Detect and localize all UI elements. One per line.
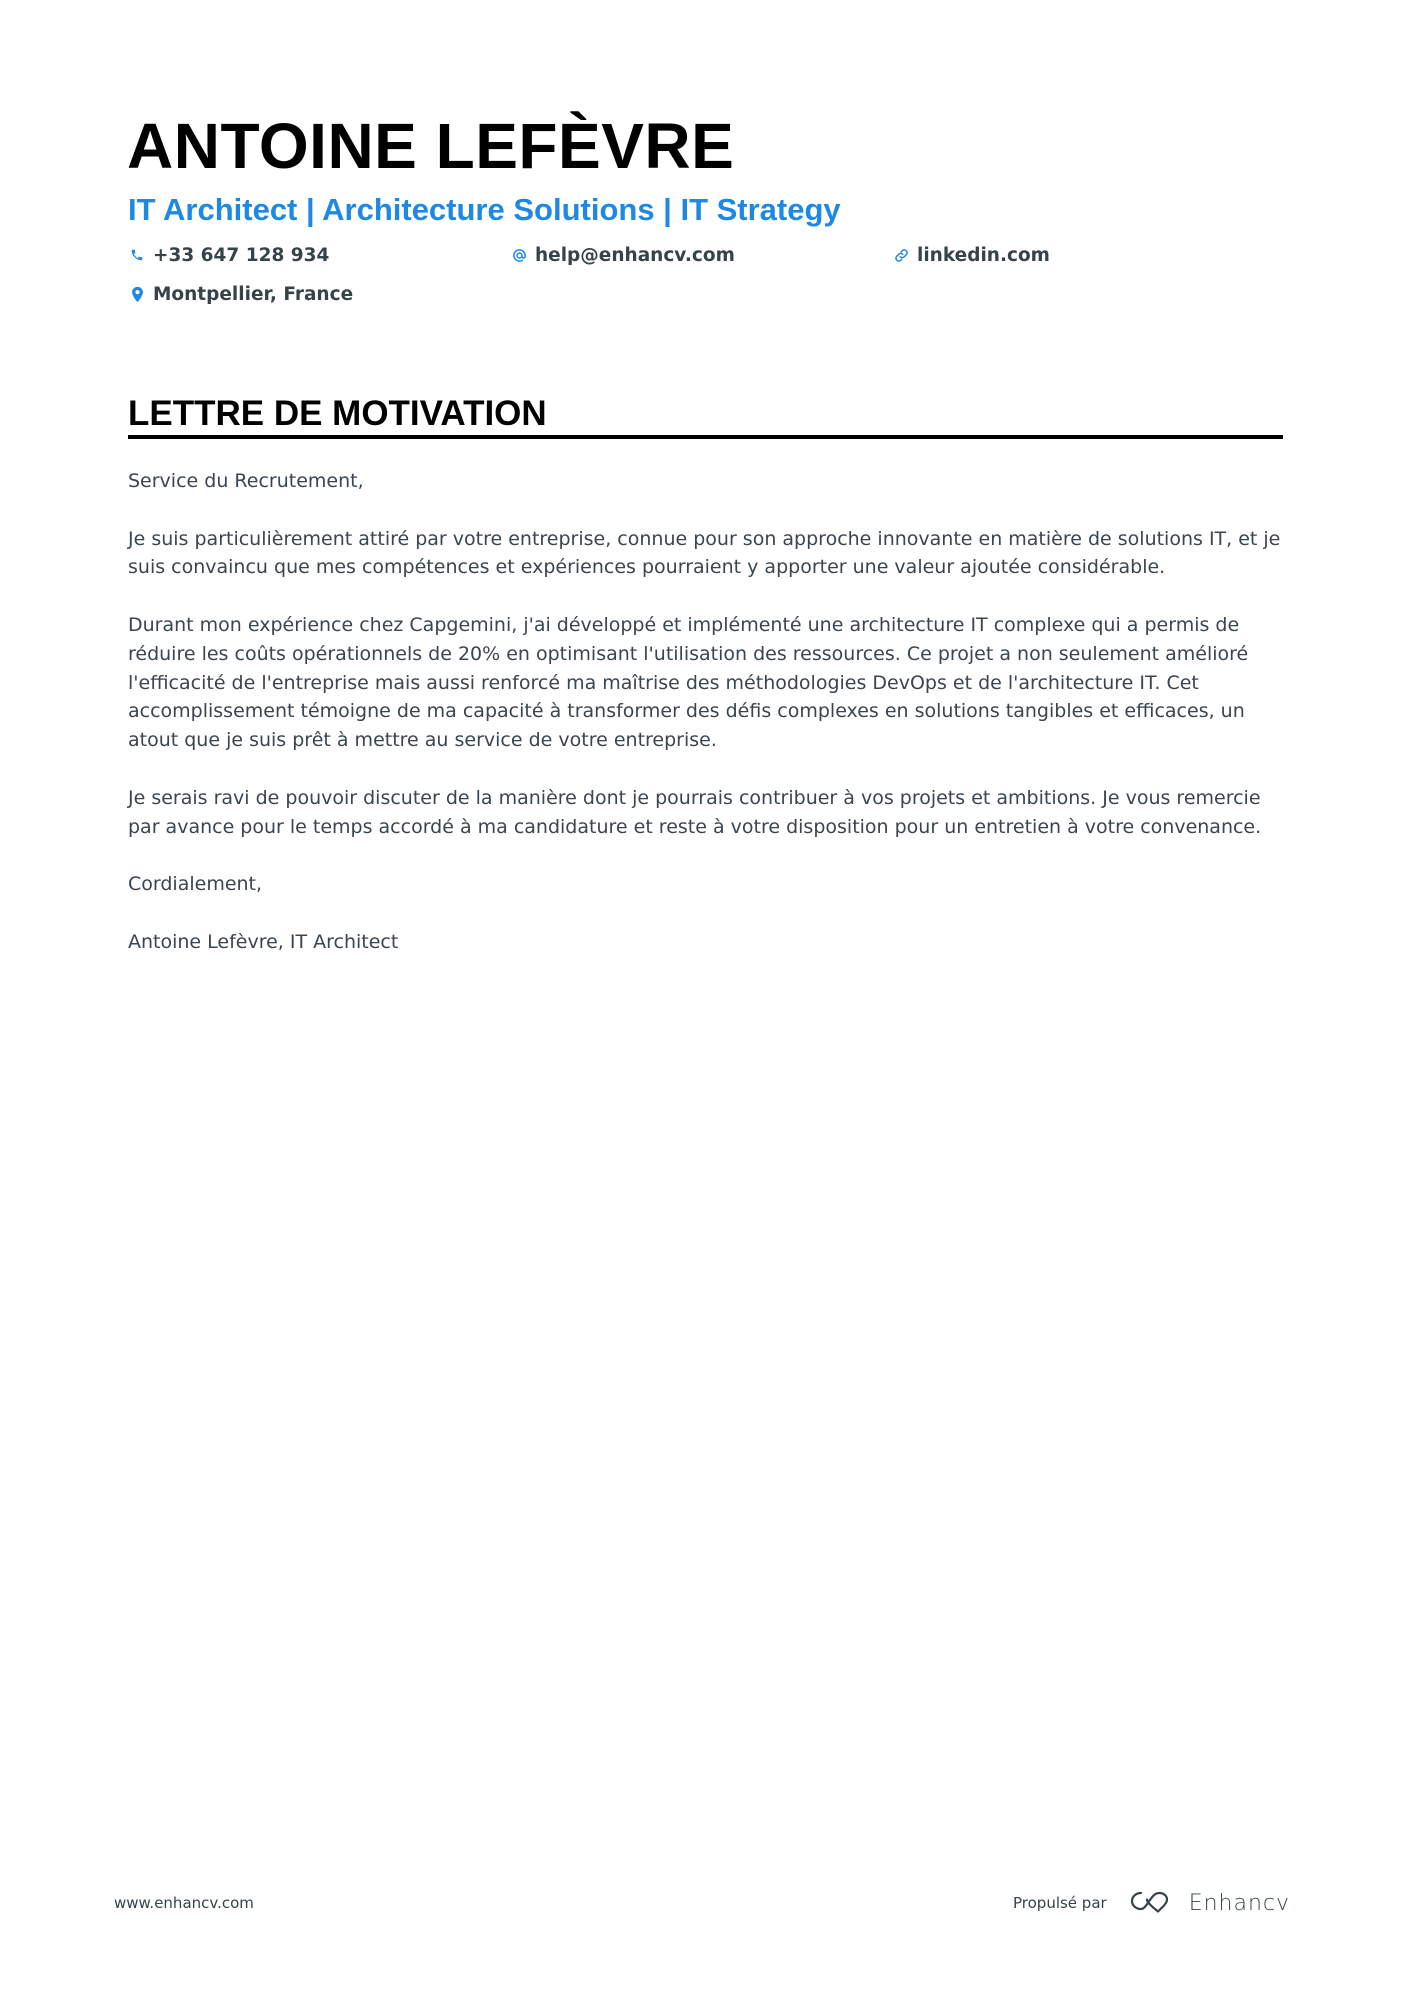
letter-paragraph: Je serais ravi de pouvoir discuter de la manière dont je pourrais contribuer à vos projets et ambitions. Je vous remercie par avance pour le temps accordé à ma candidature et reste à votre disposition pour un entretien à votre convenance. — [128, 786, 1262, 838]
footer-website[interactable]: www.enhancv.com — [114, 1894, 254, 1912]
map-pin-icon — [129, 285, 145, 303]
letter-closing: Cordialement, — [128, 873, 263, 896]
contact-linkedin[interactable] — [893, 242, 1050, 268]
enhancv-logo-icon — [1127, 1887, 1189, 1919]
at-icon — [511, 246, 527, 264]
contact-location — [129, 281, 353, 307]
link-icon — [893, 246, 909, 264]
section-divider — [128, 435, 1283, 439]
powered-by-label: Propulsé par — [1013, 1894, 1107, 1912]
letter-salutation: Service du Recrutement, — [128, 470, 364, 492]
contact-email[interactable] — [511, 242, 735, 268]
phone-icon — [129, 246, 145, 264]
candidate-title: IT Architect | Architecture Solutions | IT Strategy — [128, 192, 841, 227]
phone-value: +33 647 128 934 — [153, 244, 330, 266]
footer-branding — [1013, 1888, 1290, 1918]
contact-phone — [129, 242, 329, 268]
location-value: Montpellier, France — [153, 283, 354, 305]
letter-paragraph: Durant mon expérience chez Capgemini, j'ai développé et implémenté une architecture IT complexe qui a permis de réduire les coûts opérationnels de 20% en optimisant l'utilisation des ressources. Ce projet a non seulement amélioré l'efficacité de l'entreprise mais aussi renforcé ma maîtrise des méthodologies DevOps et de l'architecture IT. Cet accomplissement témoigne de ma capacité à transformer des défis complexes en solutions tangibles et efficaces, un atout que je suis prêt à mettre au service de votre entreprise. — [128, 613, 1249, 752]
candidate-name: ANTOINE LEFÈVRE — [127, 110, 735, 182]
letter-body — [128, 467, 1288, 985]
letter-paragraph: Je suis particulièrement attiré par votre entreprise, connue pour son approche innovante en matière de solutions IT, et je suis convaincu que mes compétences et expériences pourraient y apporter une valeur ajoutée considérable. — [128, 527, 1281, 579]
section-heading: LETTRE DE MOTIVATION — [128, 394, 547, 433]
letter-signature: Antoine Lefèvre, IT Architect — [128, 930, 399, 953]
enhancv-brand: Enhancv — [1188, 1890, 1291, 1916]
linkedin-value[interactable]: linkedin.com — [917, 244, 1050, 266]
email-value[interactable]: help@enhancv.com — [535, 244, 735, 266]
